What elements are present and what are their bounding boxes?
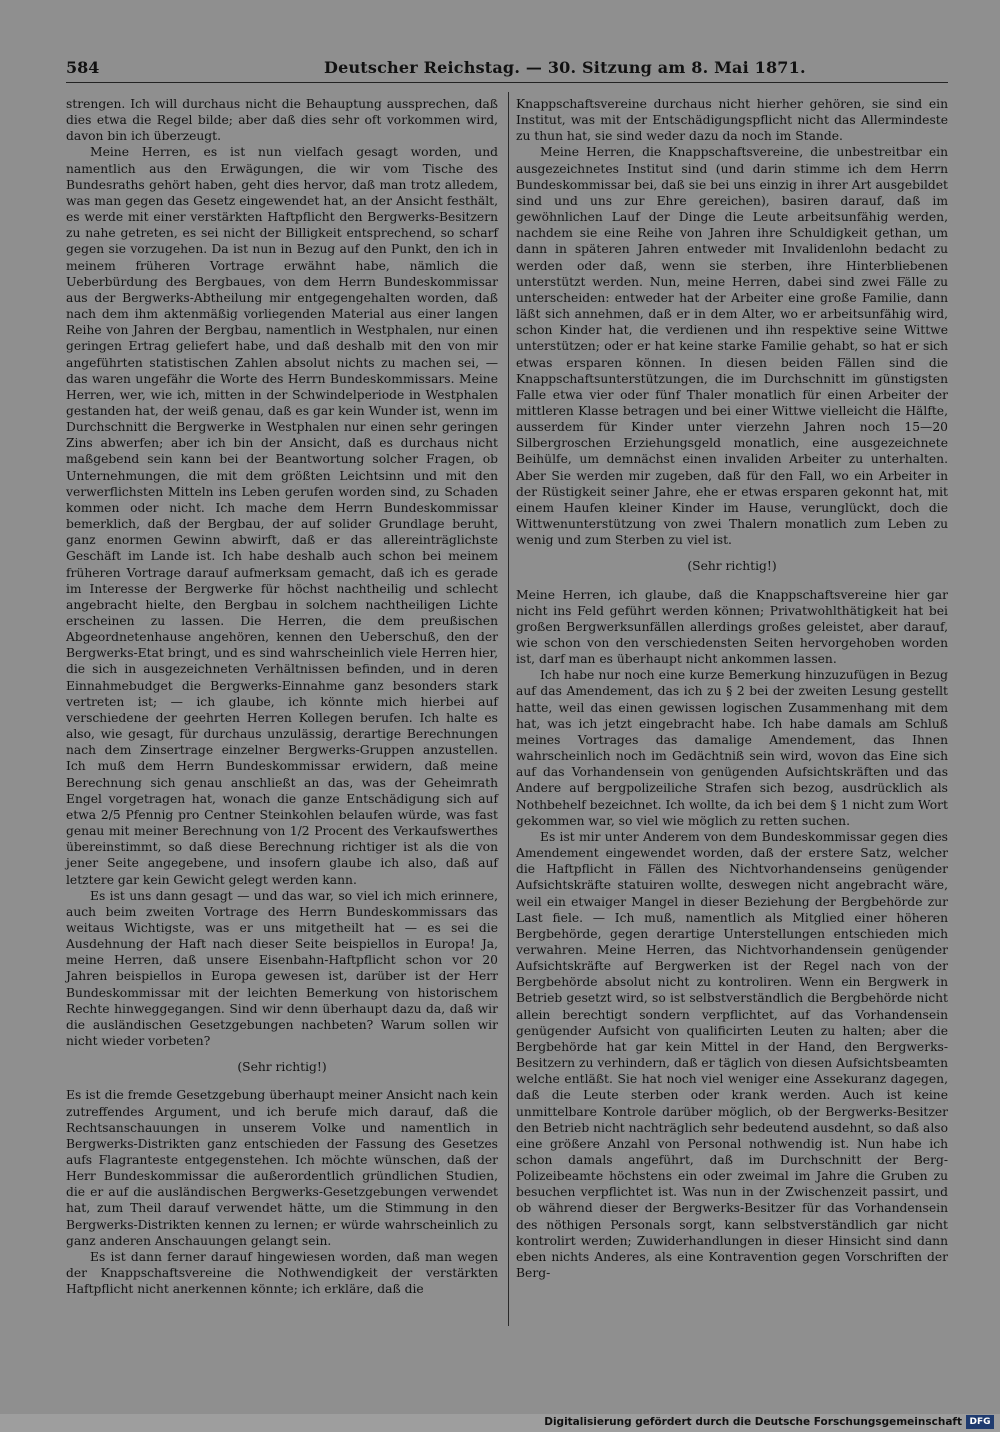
paragraph: Es ist uns dann gesagt — und das war, so viel ich mich erinnere, auch beim zweiten Vortrage des Herrn Bundeskommissars das weitaus Wichtigste, was er uns mitgetheilt hat — es sei die Ausdehnung der Haft nach dieser Seite beispiellos in Europa! Ja, meine Herren, daß unsere Eisenbahn-Haftpflicht schon vor 20 Jahren beispiellos in Europa gewesen ist, darüber ist der Herr Bundeskommissar mit der leichten Bemerkung von historischem Rechte hinweggegangen. Sind wir denn überhaupt dazu da, daß wir die ausländischen Gesetzgebungen nachbeten? Warum sollen wir nicht wieder vorbeten? <box>66 888 498 1049</box>
page-header <box>66 58 948 84</box>
paragraph: Meine Herren, es ist nun vielfach gesagt worden, und namentlich aus den Erwägungen, die wir vom Tische des Bundesraths gehört haben, geht dies hervor, daß man trotz alledem, was man gegen das Gesetz eingewendet hat, an der Ansicht festhält, es werde mit einer verstärkten Haftpflicht den Bergwerks-Besitzern zu nahe getreten, es sei nicht der Billigkeit entsprechend, so scharf gegen sie vorzugehen. Da ist nun in Bezug auf den Punkt, den ich in meinem früheren Vortrage erwähnt habe, nämlich die Ueberbürdung des Bergbaues, von dem Herrn Bundeskommissar aus der Bergwerks-Abtheilung mir entgegengehalten worden, daß nach dem ihm aktenmäßig vorliegenden Material aus einer langen Reihe von Jahren der Bergbau, namentlich in Westphalen, nur einen geringen Ertrag geliefert habe, und daß deshalb mit den von mir angeführten statistischen Zahlen absolut nichts zu machen sei, — das waren ungefähr die Worte des Herrn Bundeskommissars. Meine Herren, wer, wie ich, mitten in der Schwindelperiode in Westphalen gestanden hat, der weiß genau, daß es gar kein Wunder ist, wenn im Durchschnitt die Bergwerke in Westphalen nur einen sehr geringen Zins abwerfen; aber ich bin der Ansicht, daß es durchaus nicht maßgebend sein kann bei der Beantwortung solcher Fragen, ob Unternehmungen, die mit dem größten Leichtsinn und mit den verwerflichsten Mitteln ins Leben gerufen worden sind, zu Schaden kommen oder nicht. Ich mache dem Herrn Bundeskommissar bemerklich, daß der Bergbau, der auf solider Grundlage beruht, ganz enormen Gewinn abwirft, daß er das allereinträglichste Geschäft im Lande ist. Ich habe deshalb auch schon bei meinem früheren Vortrage darauf aufmerksam gemacht, daß ich es gerade im Interesse der Bergwerke für höchst nachtheilig und schlecht angebracht hielte, den Bergbau in solchem nachtheiligen Lichte erscheinen zu lassen. Die Herren, die dem preußischen Abgeordnetenhause angehören, kennen den Ueberschuß, den der Bergwerks-Etat bringt, und es sind wahrscheinlich viele Herren hier, die sich in ausgezeichneten Verhältnissen befinden, und in deren Einnahmebudget die Bergwerks-Einnahme ganz besonders stark vertreten ist; — ich glaube, ich könnte mich hierbei auf verschiedene der geehrten Herren Kollegen berufen. Ich halte es also, wie gesagt, für durchaus unzulässig, derartige Berechnungen nach dem Zinsertrage einzelner Bergwerks-Gruppen anzustellen. Ich muß dem Herrn Bundeskommissar erwidern, daß meine Berechnung sich genau anschließt an das, was der Geheimrath Engel vorgetragen hat, wonach die ganze Entschädigung sich auf etwa 2/5 Pfennig pro Centner Steinkohlen belaufen würde, was fast genau mit meiner Berechnung von 1/2 Procent des Verkaufswerthes übereinstimmt, so daß diese Berechnung richtiger ist als die von jener Seite angegebene, und insofern glaube ich also, daß auf letztere gar kein Gewicht gelegt werden kann. <box>66 145 498 887</box>
left-column <box>66 96 498 1297</box>
paragraph: Meine Herren, die Knappschaftsvereine, die unbestreitbar ein ausgezeichnetes Institut sind (und darin stimme ich dem Herrn Bundeskommissar bei, daß sie bei uns einzig in ihrer Art ausgebildet sind und uns zur Ehre gereichen), basiren darauf, daß im gewöhnlichen Lauf der Dinge die Leute arbeitsunfähig werden, nachdem sie eine Reihe von Jahren ihre Schuldigkeit gethan, um dann in späteren Jahren entweder mit Invalidenlohn bedacht zu werden oder daß, wenn sie sterben, ihre Hinterbliebenen unterstützt werden. Nun, meine Herren, dabei sind zwei Fälle zu unterscheiden: entweder hat der Arbeiter eine große Familie, dann läßt sich annehmen, daß er in dem Alter, wo er arbeitsunfähig wird, schon Kinder hat, die verdienen und ihn respektive seine Wittwe unterstützen; oder er hat keine starke Familie gehabt, so hat er sich etwas ersparen können. In diesen beiden Fällen sind die Knappschaftsunterstützungen, die im Durchschnitt im günstigsten Falle etwa vier oder fünf Thaler monatlich für einen Arbeiter der mittleren Klasse betragen und bei einer Wittwe vielleicht die Hälfte, ausserdem für Kinder unter vierzehn Jahren noch 15—20 Silbergroschen Erziehungsgeld monatlich, eine ausgezeichnete Beihülfe, um demnächst einen invaliden Arbeiter zu unterhalten. Aber Sie werden mir zugeben, daß für den Fall, wo ein Arbeiter in der Rüstigkeit seiner Jahre, ehe er etwas ersparen gekonnt hat, mit einem Haufen kleiner Kinder im Hause, verunglückt, doch die Wittwenunterstützung von zwei Thalern monatlich zum Leben zu wenig und zum Sterben zu viel ist. <box>516 145 948 548</box>
running-title: Deutscher Reichstag. — 30. Sitzung am 8. Mai 1871. <box>324 58 806 77</box>
interjection: (Sehr richtig!) <box>687 559 777 574</box>
paragraph: Es ist dann ferner darauf hingewiesen worden, daß man wegen der Knappschaftsvereine die Nothwendigkeit der verstärkten Haftpflicht nicht anerkennen könnte; ich erkläre, daß die <box>66 1249 498 1297</box>
paragraph: Meine Herren, ich glaube, daß die Knappschaftsvereine hier gar nicht ins Feld geführt werden können; Privatwohlthätigkeit hat bei großen Bergwerksunfällen allerdings großes geleistet, aber darauf, wie schon von den verschiedensten Seiten hervorgehoben worden ist, darf man es überhaupt nicht ankommen lassen. <box>516 587 948 667</box>
paragraph: Es ist mir unter Anderem von dem Bundeskommissar gegen dies Amendement eingewendet worden, daß der erstere Satz, welcher die Haftpflicht in Fällen des Nichtvorhandenseins genügender Aufsichtskräfte statuiren wollte, deswegen nicht angebracht wäre, weil ein etwaiger Mangel in dieser Beziehung der Bergbehörde zur Last fiele. — Ich muß, namentlich als Mitglied einer höheren Bergbehörde, gegen derartige Unterstellungen entschieden mich verwahren. Meine Herren, das Nichtvorhandensein genügender Aufsichtskräfte auf Bergwerken ist der Regel nach von der Bergbehörde absolut nicht zu kontroliren. Wenn ein Bergwerk in Betrieb gesetzt wird, so ist selbstverständlich die Bergbehörde nicht allein berechtigt sondern verpflichtet, auf das Vorhandensein genügender Aufsicht von qualificirten Leuten zu halten; aber die Bergbehörde hat gar kein Mittel in der Hand, den Bergwerks-Besitzern zu verhindern, daß er täglich von diesen Aufsichtsbeamten welche entläßt. Sie hat noch viel weniger eine Assekuranz dagegen, daß die Leute sterben oder krank werden. Auch ist keine unmittelbare Kontrole darüber möglich, ob der Bergwerks-Besitzer den Betrieb nicht nachträglich sehr bedeutend ausdehnt, so daß also eine größere Anzahl von Personal nothwendig ist. Nun habe ich schon damals angeführt, daß im Durchschnitt der Berg-Polizeibeamte höchstens ein oder zweimal im Jahre die Gruben zu besuchen verpflichtet ist. Was nun in der Zwischenzeit passirt, und ob während dieser der Bergwerks-Besitzer für das Vorhandensein des nöthigen Personals sorgt, kann selbstverständlich gar nicht kontrolirt werden; Zuwiderhandlungen in dieser Hinsicht sind dann eben nichts Anderes, als eine Kontravention gegen Vorschriften der Berg- <box>516 829 948 1281</box>
dfg-logo: DFG <box>966 1415 994 1429</box>
paragraph: Ich habe nur noch eine kurze Bemerkung hinzuzufügen in Bezug auf das Amendement, das ich zu § 2 bei der zweiten Lesung gestellt hatte, weil das einen gewissen logischen Zusammenhang mit dem hat, was ich jetzt eingebracht habe. Ich habe damals am Schluß meines Vortrages das damalige Amendement, das Ihnen wahrscheinlich noch im Gedächtniß sein wird, wovon das Eine sich auf das Vorhandensein von genügenden Aufsichtskräften und das Andere auf bergpolizeiliche Strafen sich bezog, ausdrücklich als Nothbehelf bezeichnet. Ich wollte, da ich bei dem § 1 nicht zum Wort gekommen war, so viel wie möglich zu retten suchen. <box>516 668 948 828</box>
paragraph: Knappschaftsvereine durchaus nicht hierher gehören, sie sind ein Institut, was mit der Entschädigungspflicht nicht das Allermindeste zu thun hat, sie sind weder dazu da noch im Stande. <box>516 97 948 144</box>
right-column <box>516 96 948 1281</box>
paragraph: strengen. Ich will durchaus nicht die Behauptung aussprechen, daß dies etwa die Regel bilde; aber daß dies sehr oft vorkommen wird, davon bin ich überzeugt. <box>66 97 498 144</box>
page-number: 584 <box>66 58 100 77</box>
funding-credit: Digitalisierung gefördert durch die Deutsche Forschungsgemeinschaft <box>544 1416 962 1428</box>
interjection: (Sehr richtig!) <box>237 1060 327 1075</box>
column-divider <box>508 92 509 1326</box>
header-rule <box>66 82 948 83</box>
paragraph: Es ist die fremde Gesetzgebung überhaupt meiner Ansicht nach kein zutreffendes Argument, und ich berufe mich darauf, daß die Rechtsanschauungen in unserem Volke und namentlich in Bergwerks-Distrikten ganz entschieden der Fassung des Gesetzes aufs Flagranteste entgegenstehen. Ich möchte wünschen, daß der Herr Bundeskommissar die außerordentlich gründlichen Studien, die er auf die ausländischen Bergwerks-Gesetzgebungen verwendet hat, zum Theil darauf verwendet hätte, um die Stimmung in den Bergwerks-Distrikten kennen zu lernen; er würde wahrscheinlich zu ganz anderen Anschauungen gelangt sein. <box>66 1088 498 1248</box>
